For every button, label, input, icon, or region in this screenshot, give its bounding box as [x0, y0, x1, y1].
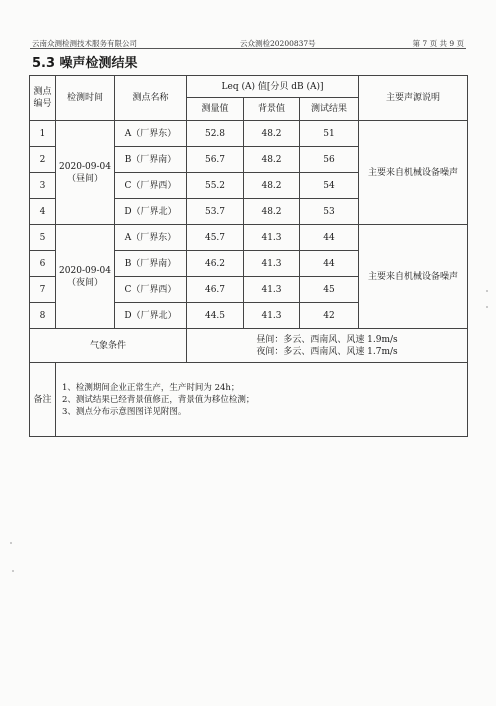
day-period: （昼间）	[66, 173, 103, 184]
point-no: 8	[30, 303, 56, 329]
header-measured: 测量值	[187, 98, 244, 121]
remark-item: 3、测点分布示意图图详见附图。	[62, 406, 187, 417]
measured-value: 45.7	[187, 225, 244, 251]
measured-value: 52.8	[187, 121, 244, 147]
header-background: 背景值	[244, 98, 300, 121]
point-no: 7	[30, 277, 56, 303]
result-value: 56	[300, 147, 359, 173]
measured-value: 55.2	[187, 173, 244, 199]
weather-day: 昼间：多云、西南风、风速 1.9m/s	[256, 334, 398, 345]
weather-label: 气象条件	[30, 329, 187, 363]
point-name: C（厂界西）	[115, 277, 187, 303]
remark-item: 1、检测期间企业正常生产，生产时间为 24h；	[62, 382, 240, 393]
weather-row	[30, 329, 468, 363]
header-page-info: 第 7 页 共 9 页	[412, 39, 464, 48]
weather-night: 夜间：多云、西南风、风速 1.7m/s	[256, 346, 398, 357]
measured-value: 53.7	[187, 199, 244, 225]
time-cell-day	[56, 121, 115, 225]
header-time: 检测时间	[56, 76, 115, 121]
header-report-number: 云众测检20200837号	[240, 39, 316, 48]
remarks-label: 备注	[30, 363, 56, 437]
header-point-no: 测点编号	[30, 76, 56, 121]
point-no: 1	[30, 121, 56, 147]
header-point-name: 测点名称	[115, 76, 187, 121]
remark-item: 2、测试结果已经背景值修正，背景值为移位检测；	[62, 394, 255, 405]
header-result: 测试结果	[300, 98, 359, 121]
scan-speck	[486, 306, 488, 308]
background-value: 41.3	[244, 277, 300, 303]
background-value: 48.2	[244, 121, 300, 147]
header-leq-group: Leq (A) 值[分贝 dB (A)]	[187, 76, 359, 98]
background-value: 48.2	[244, 199, 300, 225]
point-name: C（厂界西）	[115, 173, 187, 199]
night-period: （夜间）	[66, 277, 103, 288]
source-day: 主要来自机械设备噪声	[359, 121, 468, 225]
header-divider	[30, 48, 466, 49]
result-value: 54	[300, 173, 359, 199]
scan-speck	[12, 570, 14, 572]
header-company: 云南众测检测技术服务有限公司	[32, 39, 137, 48]
background-value: 48.2	[244, 147, 300, 173]
point-no: 6	[30, 251, 56, 277]
remarks-content	[56, 363, 468, 437]
weather-values	[187, 329, 468, 363]
result-value: 42	[300, 303, 359, 329]
background-value: 41.3	[244, 303, 300, 329]
time-cell-night	[56, 225, 115, 329]
day-date: 2020-09-04	[59, 161, 111, 172]
point-no: 2	[30, 147, 56, 173]
result-value: 53	[300, 199, 359, 225]
point-no: 4	[30, 199, 56, 225]
header-row-1	[30, 76, 468, 98]
point-name: B（厂界南）	[115, 147, 187, 173]
point-no: 5	[30, 225, 56, 251]
result-value: 51	[300, 121, 359, 147]
remarks-row	[30, 363, 468, 437]
background-value: 48.2	[244, 173, 300, 199]
point-name: D（厂界北）	[115, 199, 187, 225]
measured-value: 46.2	[187, 251, 244, 277]
result-value: 44	[300, 251, 359, 277]
source-night: 主要来自机械设备噪声	[359, 225, 468, 329]
scan-speck	[10, 542, 12, 544]
measured-value: 56.7	[187, 147, 244, 173]
noise-results-table	[29, 75, 468, 437]
measured-value: 46.7	[187, 277, 244, 303]
measured-value: 44.5	[187, 303, 244, 329]
section-title: 5.3 噪声检测结果	[32, 56, 138, 71]
scan-speck	[486, 290, 488, 292]
point-name: B（厂界南）	[115, 251, 187, 277]
background-value: 41.3	[244, 225, 300, 251]
point-no: 3	[30, 173, 56, 199]
result-value: 44	[300, 225, 359, 251]
point-name: D（厂界北）	[115, 303, 187, 329]
table-row	[30, 121, 468, 147]
result-value: 45	[300, 277, 359, 303]
background-value: 41.3	[244, 251, 300, 277]
point-name: A（厂界东）	[115, 225, 187, 251]
table-row	[30, 225, 468, 251]
point-name: A（厂界东）	[115, 121, 187, 147]
header-source: 主要声源说明	[359, 76, 468, 121]
night-date: 2020-09-04	[59, 265, 111, 276]
